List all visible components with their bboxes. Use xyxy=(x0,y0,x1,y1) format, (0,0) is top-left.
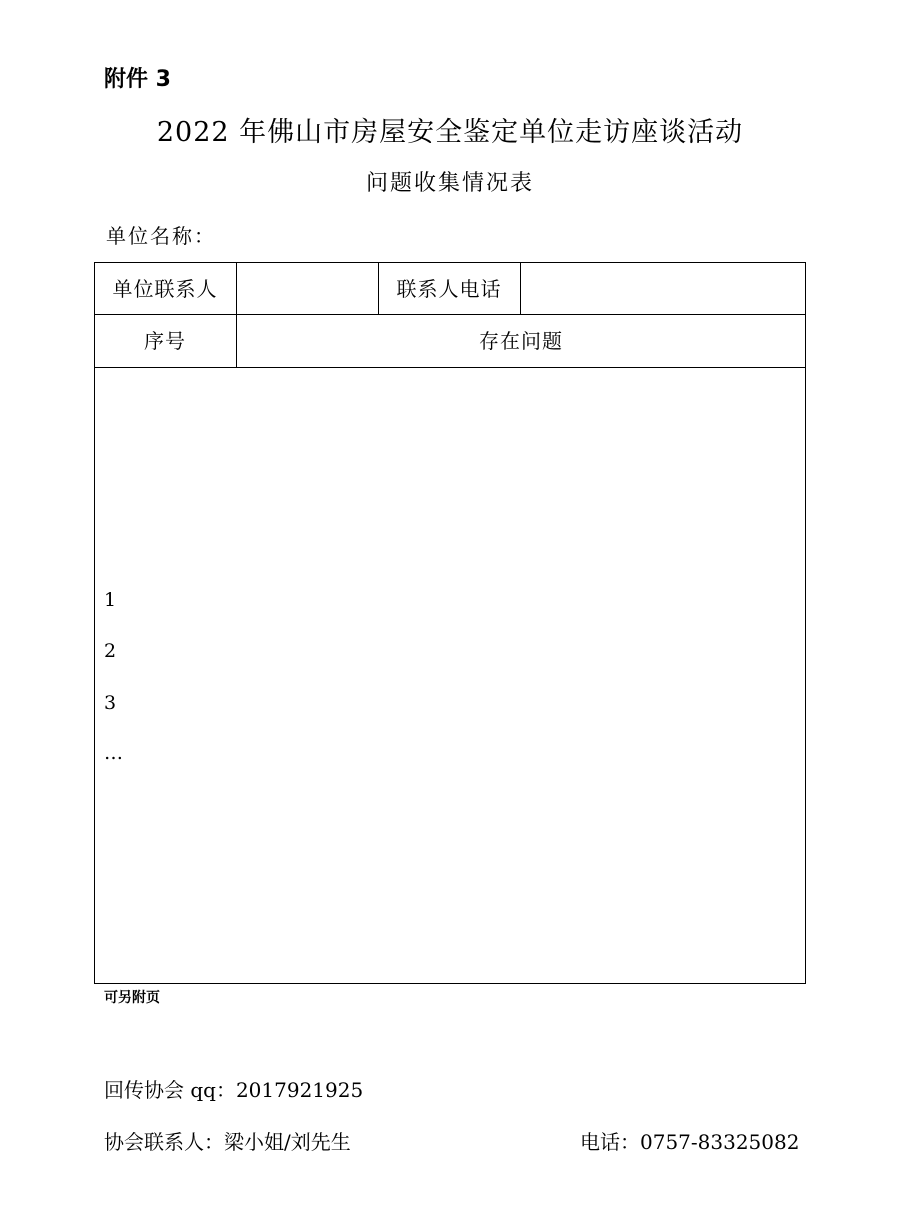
list-item: 3 xyxy=(104,692,117,714)
attach-extra-pages-note: 可另附页 xyxy=(104,990,160,1006)
list-item: 2 xyxy=(104,640,117,662)
seq-column-header: 序号 xyxy=(144,329,186,353)
association-contact-line: 协会联系人：梁小姐/刘先生 xyxy=(104,1130,351,1154)
document-title: 2022 年佛山市房屋安全鉴定单位走访座谈活动 xyxy=(156,117,744,148)
issue-column-header: 存在问题 xyxy=(479,329,563,353)
return-qq-line: 回传协会 qq：2017921925 xyxy=(104,1078,364,1102)
document-subtitle: 问题收集情况表 xyxy=(365,171,534,196)
table-divider-row2 xyxy=(94,367,806,368)
table-divider-col3 xyxy=(520,262,521,315)
contact-phone-label: 联系人电话 xyxy=(396,277,502,301)
attachment-label: 附件 3 xyxy=(104,67,171,92)
phone-line: 电话：0757-83325082 xyxy=(580,1130,800,1154)
contact-person-label: 单位联系人 xyxy=(112,277,218,301)
unit-name-label: 单位名称： xyxy=(106,224,216,248)
list-item: 1 xyxy=(104,589,117,611)
issue-form-table xyxy=(94,262,806,984)
list-item: … xyxy=(104,742,123,764)
